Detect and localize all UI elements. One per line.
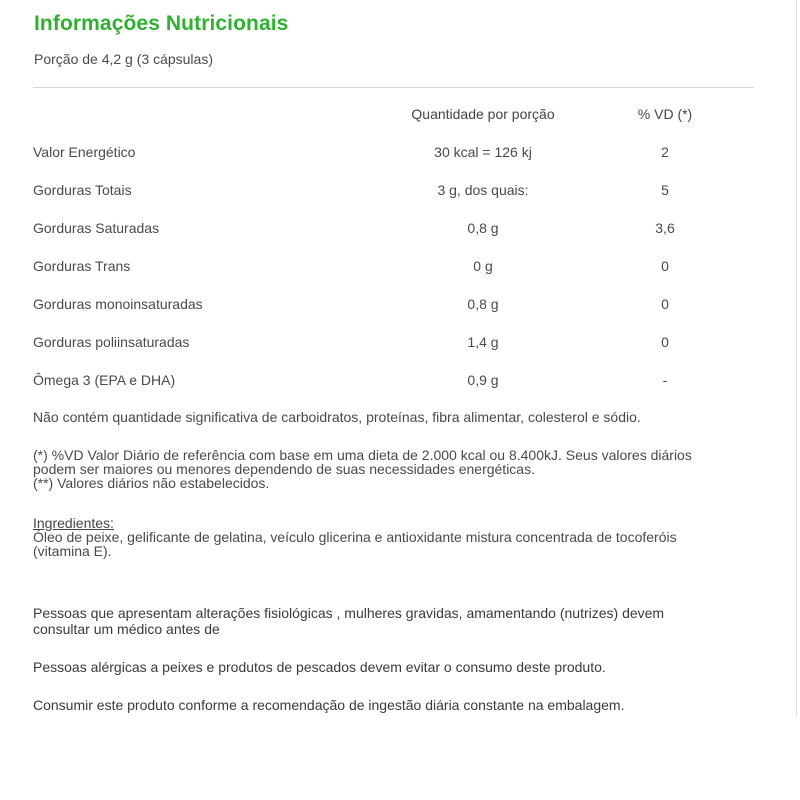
nutrient-daily-value: - <box>662 372 668 388</box>
nutrient-quantity: 0,9 g <box>467 372 499 388</box>
table-row <box>0 220 760 240</box>
nutrient-name: Gorduras Trans <box>33 258 131 274</box>
ingredients-line-2: (vitamina E). <box>33 543 112 559</box>
nutrient-name: Ômega 3 (EPA e DHA) <box>33 372 176 388</box>
not-significant-note: Não contém quantidade significativa de carboidratos, proteínas, fibra alimentar, colesterol e sódio. <box>33 409 641 425</box>
portion-size: Porção de 4,2 g (3 cápsulas) <box>34 51 213 67</box>
nutrient-quantity: 1,4 g <box>467 334 499 350</box>
allergy-warning: Pessoas alérgicas a peixes e produtos de pescados devem evitar o consumo deste produto. <box>33 659 606 675</box>
nutrient-quantity: 30 kcal = 126 kj <box>434 144 532 160</box>
nutrient-daily-value: 0 <box>661 334 669 350</box>
nutrient-name: Valor Energético <box>33 144 136 160</box>
table-row <box>0 258 760 278</box>
table-row <box>0 296 760 316</box>
usage-note: Consumir este produto conforme a recomendação de ingestão diária constante na embalagem. <box>33 697 625 713</box>
nutrient-quantity: 0,8 g <box>467 220 499 236</box>
nutrient-name: Gorduras Totais <box>33 182 132 198</box>
nutrient-name: Gorduras Saturadas <box>33 220 160 236</box>
nutrient-daily-value: 0 <box>661 258 669 274</box>
physiological-warning <box>33 605 761 637</box>
nutrient-name: Gorduras monoinsaturadas <box>33 296 203 312</box>
nutrient-daily-value: 5 <box>661 182 669 198</box>
nutrient-quantity: 0,8 g <box>467 296 499 312</box>
physiological-warning-line-1: Pessoas que apresentam alterações fisiológicas , mulheres gravidas, amamentando (nutrizes) devem <box>33 605 665 621</box>
ingredients <box>33 516 761 558</box>
nutrient-name: Gorduras poliinsaturadas <box>33 334 190 350</box>
daily-value-footnote-line-1: (*) %VD Valor Diário de referência com base em uma dieta de 2.000 kcal ou 8.400kJ. Seus valores diários <box>33 447 692 463</box>
nutrient-quantity: 3 g, dos quais: <box>437 182 529 198</box>
physiological-warning-line-2: consultar um médico antes de <box>33 621 220 637</box>
page-title: Informações Nutricionais <box>34 12 289 35</box>
table-row <box>0 182 760 202</box>
nutrient-daily-value: 2 <box>661 144 669 160</box>
nutrient-daily-value: 3,6 <box>655 220 675 236</box>
column-header-daily-value: % VD (*) <box>637 106 693 122</box>
header-divider <box>33 87 754 88</box>
ingredients-label: Ingredientes: <box>33 515 114 531</box>
table-row <box>0 144 760 164</box>
nutrient-quantity: 0 g <box>473 258 493 274</box>
footnotes <box>33 448 761 490</box>
daily-value-footnote-line-2: podem ser maiores ou menores dependendo de suas necessidades energéticas. <box>33 461 535 477</box>
nutrient-daily-value: 0 <box>661 296 669 312</box>
ingredients-line-1: Óleo de peixe, gelificante de gelatina, veículo glicerina e antioxidante mistura concentrada de tocoferóis <box>33 529 677 545</box>
column-header-quantity: Quantidade por porção <box>411 106 555 122</box>
not-established-footnote: (**) Valores diários não estabelecidos. <box>33 475 270 491</box>
table-row <box>0 334 760 354</box>
table-row <box>0 372 760 392</box>
